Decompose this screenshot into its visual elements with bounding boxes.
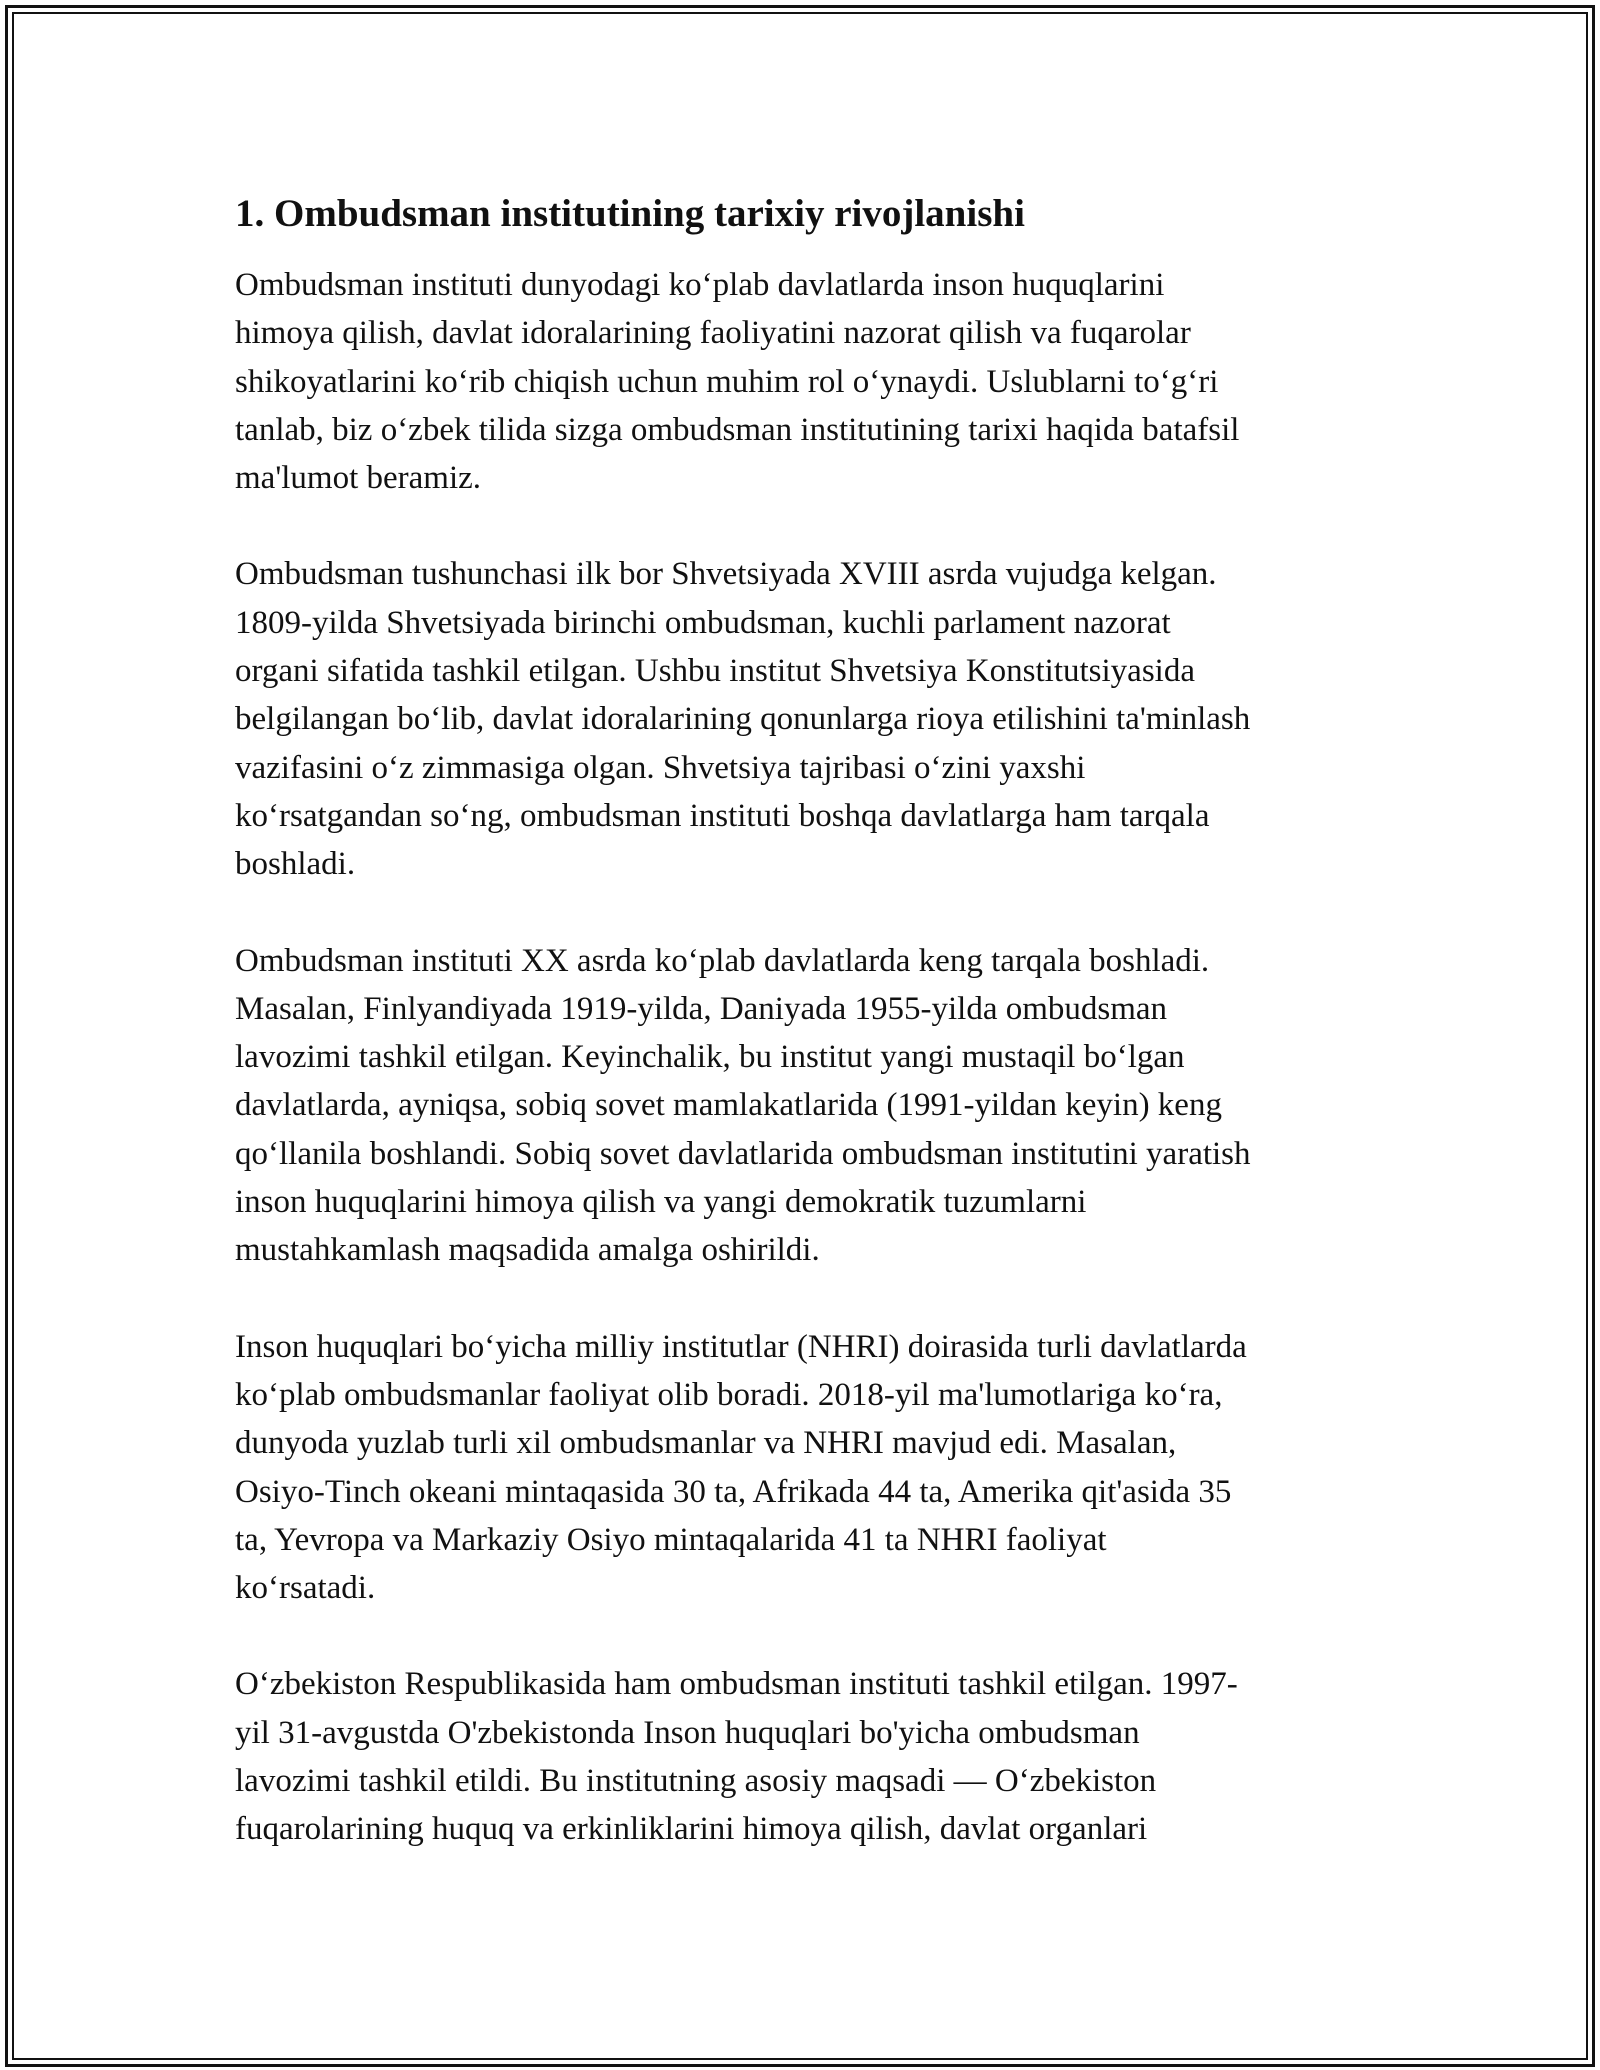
text-line: himoya qilish, davlat idoralarining faoliyatini nazorat qilish va fuqarolar [235, 315, 1191, 352]
paragraph [235, 550, 1380, 888]
text-line: koʻrsatadi. [235, 1570, 376, 1607]
text-line: Ombudsman tushunchasi ilk bor Shvetsiyada XVIII asrda vujudga kelgan. [235, 556, 1217, 593]
text-line: vazifasini oʻz zimmasiga olgan. Shvetsiya tajribasi oʻzini yaxshi [235, 749, 1086, 786]
text-line: davlatlarda, ayniqsa, sobiq sovet mamlakatlarida (1991-yildan keyin) keng [235, 1087, 1222, 1124]
text-line: ma'lumot beramiz. [235, 460, 482, 497]
text-line: dunyoda yuzlab turli xil ombudsmanlar va NHRI mavjud edi. Masalan, [235, 1425, 1177, 1462]
text-line: lavozimi tashkil etildi. Bu institutning asosiy maqsadi — Oʻzbekiston [235, 1763, 1157, 1800]
text-line: koʻplab ombudsmanlar faoliyat olib boradi. 2018-yil ma'lumotlariga koʻra, [235, 1376, 1223, 1413]
text-line: shikoyatlarini koʻrib chiqish uchun muhim rol oʻynaydi. Uslublarni toʻgʻri [235, 363, 1219, 400]
text-line: Masalan, Finlyandiyada 1919-yilda, Daniyada 1955-yilda ombudsman [235, 990, 1168, 1027]
text-line: qoʻllanila boshlandi. Sobiq sovet davlatlarida ombudsman institutini yaratish [235, 1135, 1251, 1172]
document-title: 1. Ombudsman institutining tarixiy rivojlanishi [235, 192, 1025, 235]
text-line: 1809-yilda Shvetsiyada birinchi ombudsman, kuchli parlament nazorat [235, 604, 1171, 641]
text-line: fuqarolarining huquq va erkinliklarini himoya qilish, davlat organlari [235, 1811, 1148, 1848]
paragraph-list [235, 261, 1380, 1854]
text-line: lavozimi tashkil etilgan. Keyinchalik, bu institut yangi mustaqil boʻlgan [235, 1039, 1185, 1076]
text-line: Osiyo-Tinch okeani mintaqasida 30 ta, Afrikada 44 ta, Amerika qit'asida 35 [235, 1473, 1232, 1510]
text-line: koʻrsatgandan soʻng, ombudsman instituti boshqa davlatlarga ham tarqala [235, 797, 1210, 834]
text-line: organi sifatida tashkil etilgan. Ushbu institut Shvetsiya Konstitutsiyasida [235, 653, 1195, 690]
text-line: ta, Yevropa va Markaziy Osiyo mintaqalarida 41 ta NHRI faoliyat [235, 1521, 1107, 1558]
text-line: inson huquqlarini himoya qilish va yangi demokratik tuzumlarni [235, 1184, 1087, 1221]
text-line: Ombudsman instituti dunyodagi koʻplab davlatlarda inson huquqlarini [235, 267, 1165, 303]
paragraph [235, 937, 1380, 1275]
document-body [235, 186, 1380, 1902]
paragraph [235, 261, 1380, 502]
text-line: mustahkamlash maqsadida amalga oshirildi. [235, 1232, 820, 1269]
text-line: yil 31-avgustda O'zbekistonda Inson huquqlari bo'yicha ombudsman [235, 1714, 1140, 1751]
paragraph [235, 1323, 1380, 1613]
paragraph [235, 1660, 1380, 1853]
text-line: tanlab, biz oʻzbek tilida sizga ombudsman institutining tarixi haqida batafsil [235, 411, 1240, 448]
text-line: Ombudsman instituti XX asrda koʻplab davlatlarda keng tarqala boshladi. [235, 942, 1210, 979]
text-line: belgilangan boʻlib, davlat idoralarining qonunlarga rioya etilishini ta'minlash [235, 701, 1251, 738]
text-line: Inson huquqlari boʻyicha milliy institutlar (NHRI) doirasida turli davlatlarda [235, 1328, 1247, 1365]
text-line: Oʻzbekiston Respublikasida ham ombudsman instituti tashkil etilgan. 1997- [235, 1666, 1238, 1703]
text-line: boshladi. [235, 846, 356, 883]
